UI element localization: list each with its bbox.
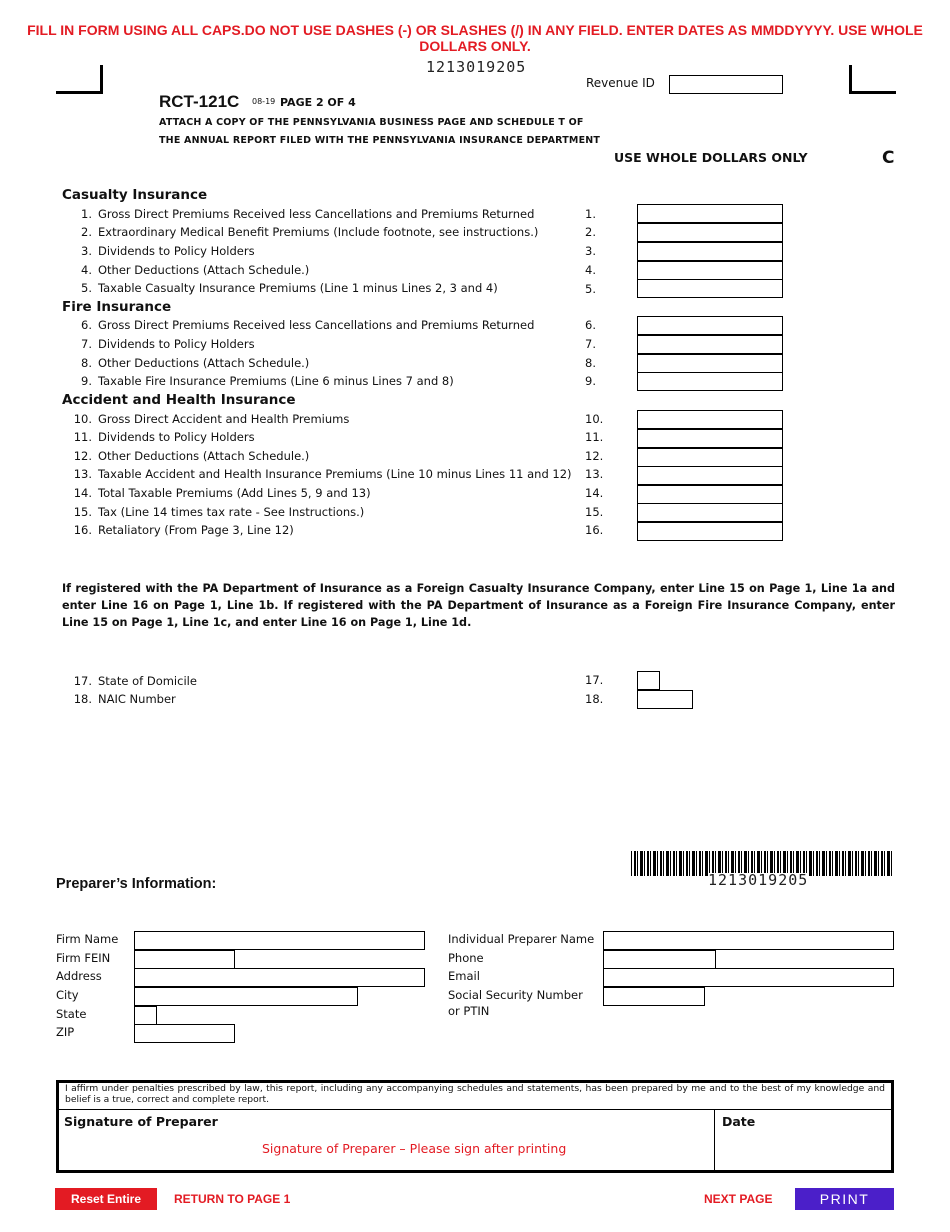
line-ref: 13.: [585, 467, 604, 481]
line-number: 10.: [73, 412, 92, 426]
line-ref: 4.: [585, 263, 596, 277]
line-description: Taxable Accident and Health Insurance Premiums (Line 10 minus Lines 11 and 12): [98, 467, 572, 481]
email-input[interactable]: [603, 968, 894, 987]
line-description: Other Deductions (Attach Schedule.): [98, 263, 310, 277]
state-of-domicile-input[interactable]: [637, 671, 660, 690]
line-7-input[interactable]: [637, 335, 783, 354]
line-2-input[interactable]: [637, 223, 783, 242]
line-14-input[interactable]: [637, 485, 783, 504]
line-1-input[interactable]: [637, 204, 783, 223]
zip-label: ZIP: [56, 1025, 75, 1039]
line-ref: 17.: [585, 673, 604, 687]
print-form-button[interactable]: PRINT FORM: [795, 1188, 894, 1210]
registration-mark-right: [849, 65, 896, 94]
line-description: Other Deductions (Attach Schedule.): [98, 356, 310, 370]
barcode-code: 1213019205: [708, 871, 809, 889]
line-description: State of Domicile: [98, 674, 197, 688]
line-15-row: [62, 505, 364, 519]
firm-name-input[interactable]: [134, 931, 425, 950]
line-description: Dividends to Policy Holders: [98, 337, 255, 351]
page-indicator: PAGE 2 OF 4: [280, 96, 356, 109]
line-description: Gross Direct Premiums Received less Cancellations and Premiums Returned: [98, 207, 535, 221]
line-number: 3.: [81, 244, 92, 258]
date-label: Date: [722, 1114, 756, 1129]
line-description: Total Taxable Premiums (Add Lines 5, 9 and 13): [98, 486, 371, 500]
preparer-info-title: Preparer’s Information:: [56, 876, 217, 892]
line-14-row: [62, 486, 371, 500]
line-number: 9.: [81, 374, 92, 388]
line-16-input[interactable]: [637, 522, 783, 541]
line-8-row: [62, 356, 309, 370]
line-number: 16.: [73, 523, 92, 537]
firm-fein-input[interactable]: [134, 950, 235, 969]
line-6-input[interactable]: [637, 316, 783, 335]
state-label: State: [56, 1007, 87, 1021]
section-casualty-insurance: Casualty Insurance: [62, 187, 208, 203]
line-description: Extraordinary Medical Benefit Premiums (Include footnote, see instructions.): [98, 225, 539, 239]
line-ref: 18.: [585, 692, 604, 706]
line-number: 1.: [81, 207, 92, 221]
section-fire-insurance: Fire Insurance: [62, 299, 172, 315]
line-number: 4.: [81, 263, 92, 277]
line-description: Retaliatory (From Page 3, Line 12): [98, 523, 294, 537]
line-number: 17.: [73, 674, 92, 688]
line-description: Other Deductions (Attach Schedule.): [98, 449, 310, 463]
form-id: RCT-121C: [159, 92, 240, 111]
whole-dollars-note: USE WHOLE DOLLARS ONLY: [614, 150, 808, 165]
signature-hint: Signature of Preparer – Please sign after printing: [262, 1141, 567, 1156]
line-description: Gross Direct Premiums Received less Cancellations and Premiums Returned: [98, 318, 535, 332]
line-10-input[interactable]: [637, 410, 783, 429]
line-13-input[interactable]: [637, 466, 783, 485]
line-4-input[interactable]: [637, 261, 783, 280]
line-number: 7.: [81, 337, 92, 351]
line-number: 14.: [73, 486, 92, 500]
city-input[interactable]: [134, 987, 358, 1006]
line-13-row: [62, 467, 572, 481]
line-description: Tax (Line 14 times tax rate - See Instructions.): [98, 505, 365, 519]
email-label: Email: [448, 969, 480, 983]
signature-label: Signature of Preparer: [64, 1114, 218, 1129]
line-5-input[interactable]: [637, 279, 783, 298]
line-9-input[interactable]: [637, 372, 783, 391]
line-1-row: [62, 207, 534, 221]
phone-input[interactable]: [603, 950, 716, 969]
line-description: Dividends to Policy Holders: [98, 244, 255, 258]
line-number: 12.: [73, 449, 92, 463]
address-label: Address: [56, 969, 102, 983]
line-description: Gross Direct Accident and Health Premiums: [98, 412, 350, 426]
line-ref: 6.: [585, 318, 596, 332]
line-description: Taxable Casualty Insurance Premiums (Line 1 minus Lines 2, 3 and 4): [98, 281, 498, 295]
ssn-ptin-input[interactable]: [603, 987, 705, 1006]
revenue-id-field[interactable]: [669, 75, 783, 94]
line-ref: 8.: [585, 356, 596, 370]
line-number: 5.: [81, 281, 92, 295]
section-accident-health-insurance: Accident and Health Insurance: [62, 392, 296, 408]
attach-instruction-line2: THE ANNUAL REPORT FILED WITH THE PENNSYLVANIA INSURANCE DEPARTMENT: [159, 135, 601, 146]
line-4-row: [62, 263, 309, 277]
line-ref: 14.: [585, 486, 604, 500]
line-ref: 11.: [585, 430, 604, 444]
form-letter: C: [882, 148, 895, 168]
state-input[interactable]: [134, 1006, 157, 1025]
line-number: 18.: [73, 692, 92, 706]
line-ref: 9.: [585, 374, 596, 388]
line-8-input[interactable]: [637, 354, 783, 373]
line-ref: 3.: [585, 244, 596, 258]
affirmation-text: I affirm under penalties prescribed by law, this report, including any accompanying schedules and statements, has been prepared by me and to the best of my knowledge and belief is a true, correct and complete report.: [65, 1083, 885, 1105]
line-3-input[interactable]: [637, 242, 783, 261]
naic-number-input[interactable]: [637, 690, 693, 709]
line-number: 11.: [73, 430, 92, 444]
filing-instructions: If registered with the PA Department of Insurance as a Foreign Casualty Insurance Company, enter Line 15 on Page 1, Line 1a and enter Line 16 on Page 1, Line 1b. If registered with the PA Department of Insurance as a Foreign Fire Insurance Company, enter Line 15 on Page 1, Line 1c, and enter Line 16 on Page 1, Line 1d.: [62, 582, 895, 629]
line-17-row: [62, 674, 197, 688]
firm-fein-label: Firm FEIN: [56, 951, 111, 965]
signature-date-divider: [714, 1109, 715, 1170]
line-description: Dividends to Policy Holders: [98, 430, 255, 444]
line-5-row: [62, 281, 498, 295]
scan-line-code: 1213019205: [426, 58, 527, 76]
line-number: 2.: [81, 225, 92, 239]
individual-preparer-label: Individual Preparer Name: [448, 932, 595, 946]
return-to-page-1-link[interactable]: RETURN TO PAGE 1: [174, 1192, 291, 1206]
line-ref: 10.: [585, 412, 604, 426]
firm-name-label: Firm Name: [56, 932, 119, 946]
line-9-row: [62, 374, 454, 388]
line-ref: 2.: [585, 225, 596, 239]
line-11-input[interactable]: [637, 429, 783, 448]
line-number: 13.: [73, 467, 92, 481]
line-7-row: [62, 337, 255, 351]
reset-form-button[interactable]: Reset Entire Form: [55, 1188, 157, 1210]
line-ref: 16.: [585, 523, 604, 537]
registration-mark-left: [56, 65, 103, 94]
line-15-input[interactable]: [637, 503, 783, 522]
ptin-label: or PTIN: [448, 1004, 490, 1018]
line-description: Taxable Fire Insurance Premiums (Line 6 minus Lines 7 and 8): [98, 374, 454, 388]
revenue-id-label: Revenue ID: [586, 76, 655, 90]
line-ref: 7.: [585, 337, 596, 351]
line-12-row: [62, 449, 309, 463]
line-ref: 5.: [585, 282, 596, 296]
line-10-row: [62, 412, 349, 426]
signature-divider: [59, 1109, 891, 1110]
address-input[interactable]: [134, 968, 425, 987]
line-description: NAIC Number: [98, 692, 176, 706]
line-ref: 1.: [585, 207, 596, 221]
ssn-label: Social Security Number: [448, 988, 583, 1002]
fill-in-notice: FILL IN FORM USING ALL CAPS.DO NOT USE DASHES (-) OR SLASHES (/) IN ANY FIELD. ENTER DATES AS MMDDYYYY. USE WHOLE DOLLARS ONLY.: [27, 22, 923, 54]
line-number: 15.: [73, 505, 92, 519]
attach-instruction-line1: ATTACH A COPY OF THE PENNSYLVANIA BUSINESS PAGE AND SCHEDULE T OF: [159, 117, 584, 128]
line-number: 6.: [81, 318, 92, 332]
line-18-row: [62, 692, 176, 706]
line-11-row: [62, 430, 255, 444]
line-3-row: [62, 244, 255, 258]
line-12-input[interactable]: [637, 448, 783, 467]
line-16-row: [62, 523, 294, 537]
form-revision: 08-19: [252, 97, 276, 106]
phone-label: Phone: [448, 951, 484, 965]
individual-preparer-input[interactable]: [603, 931, 894, 950]
line-ref: 12.: [585, 449, 604, 463]
line-ref: 15.: [585, 505, 604, 519]
line-2-row: [62, 225, 538, 239]
line-6-row: [62, 318, 534, 332]
line-number: 8.: [81, 356, 92, 370]
city-label: City: [56, 988, 79, 1002]
zip-input[interactable]: [134, 1024, 235, 1043]
next-page-link[interactable]: NEXT PAGE: [704, 1192, 773, 1206]
